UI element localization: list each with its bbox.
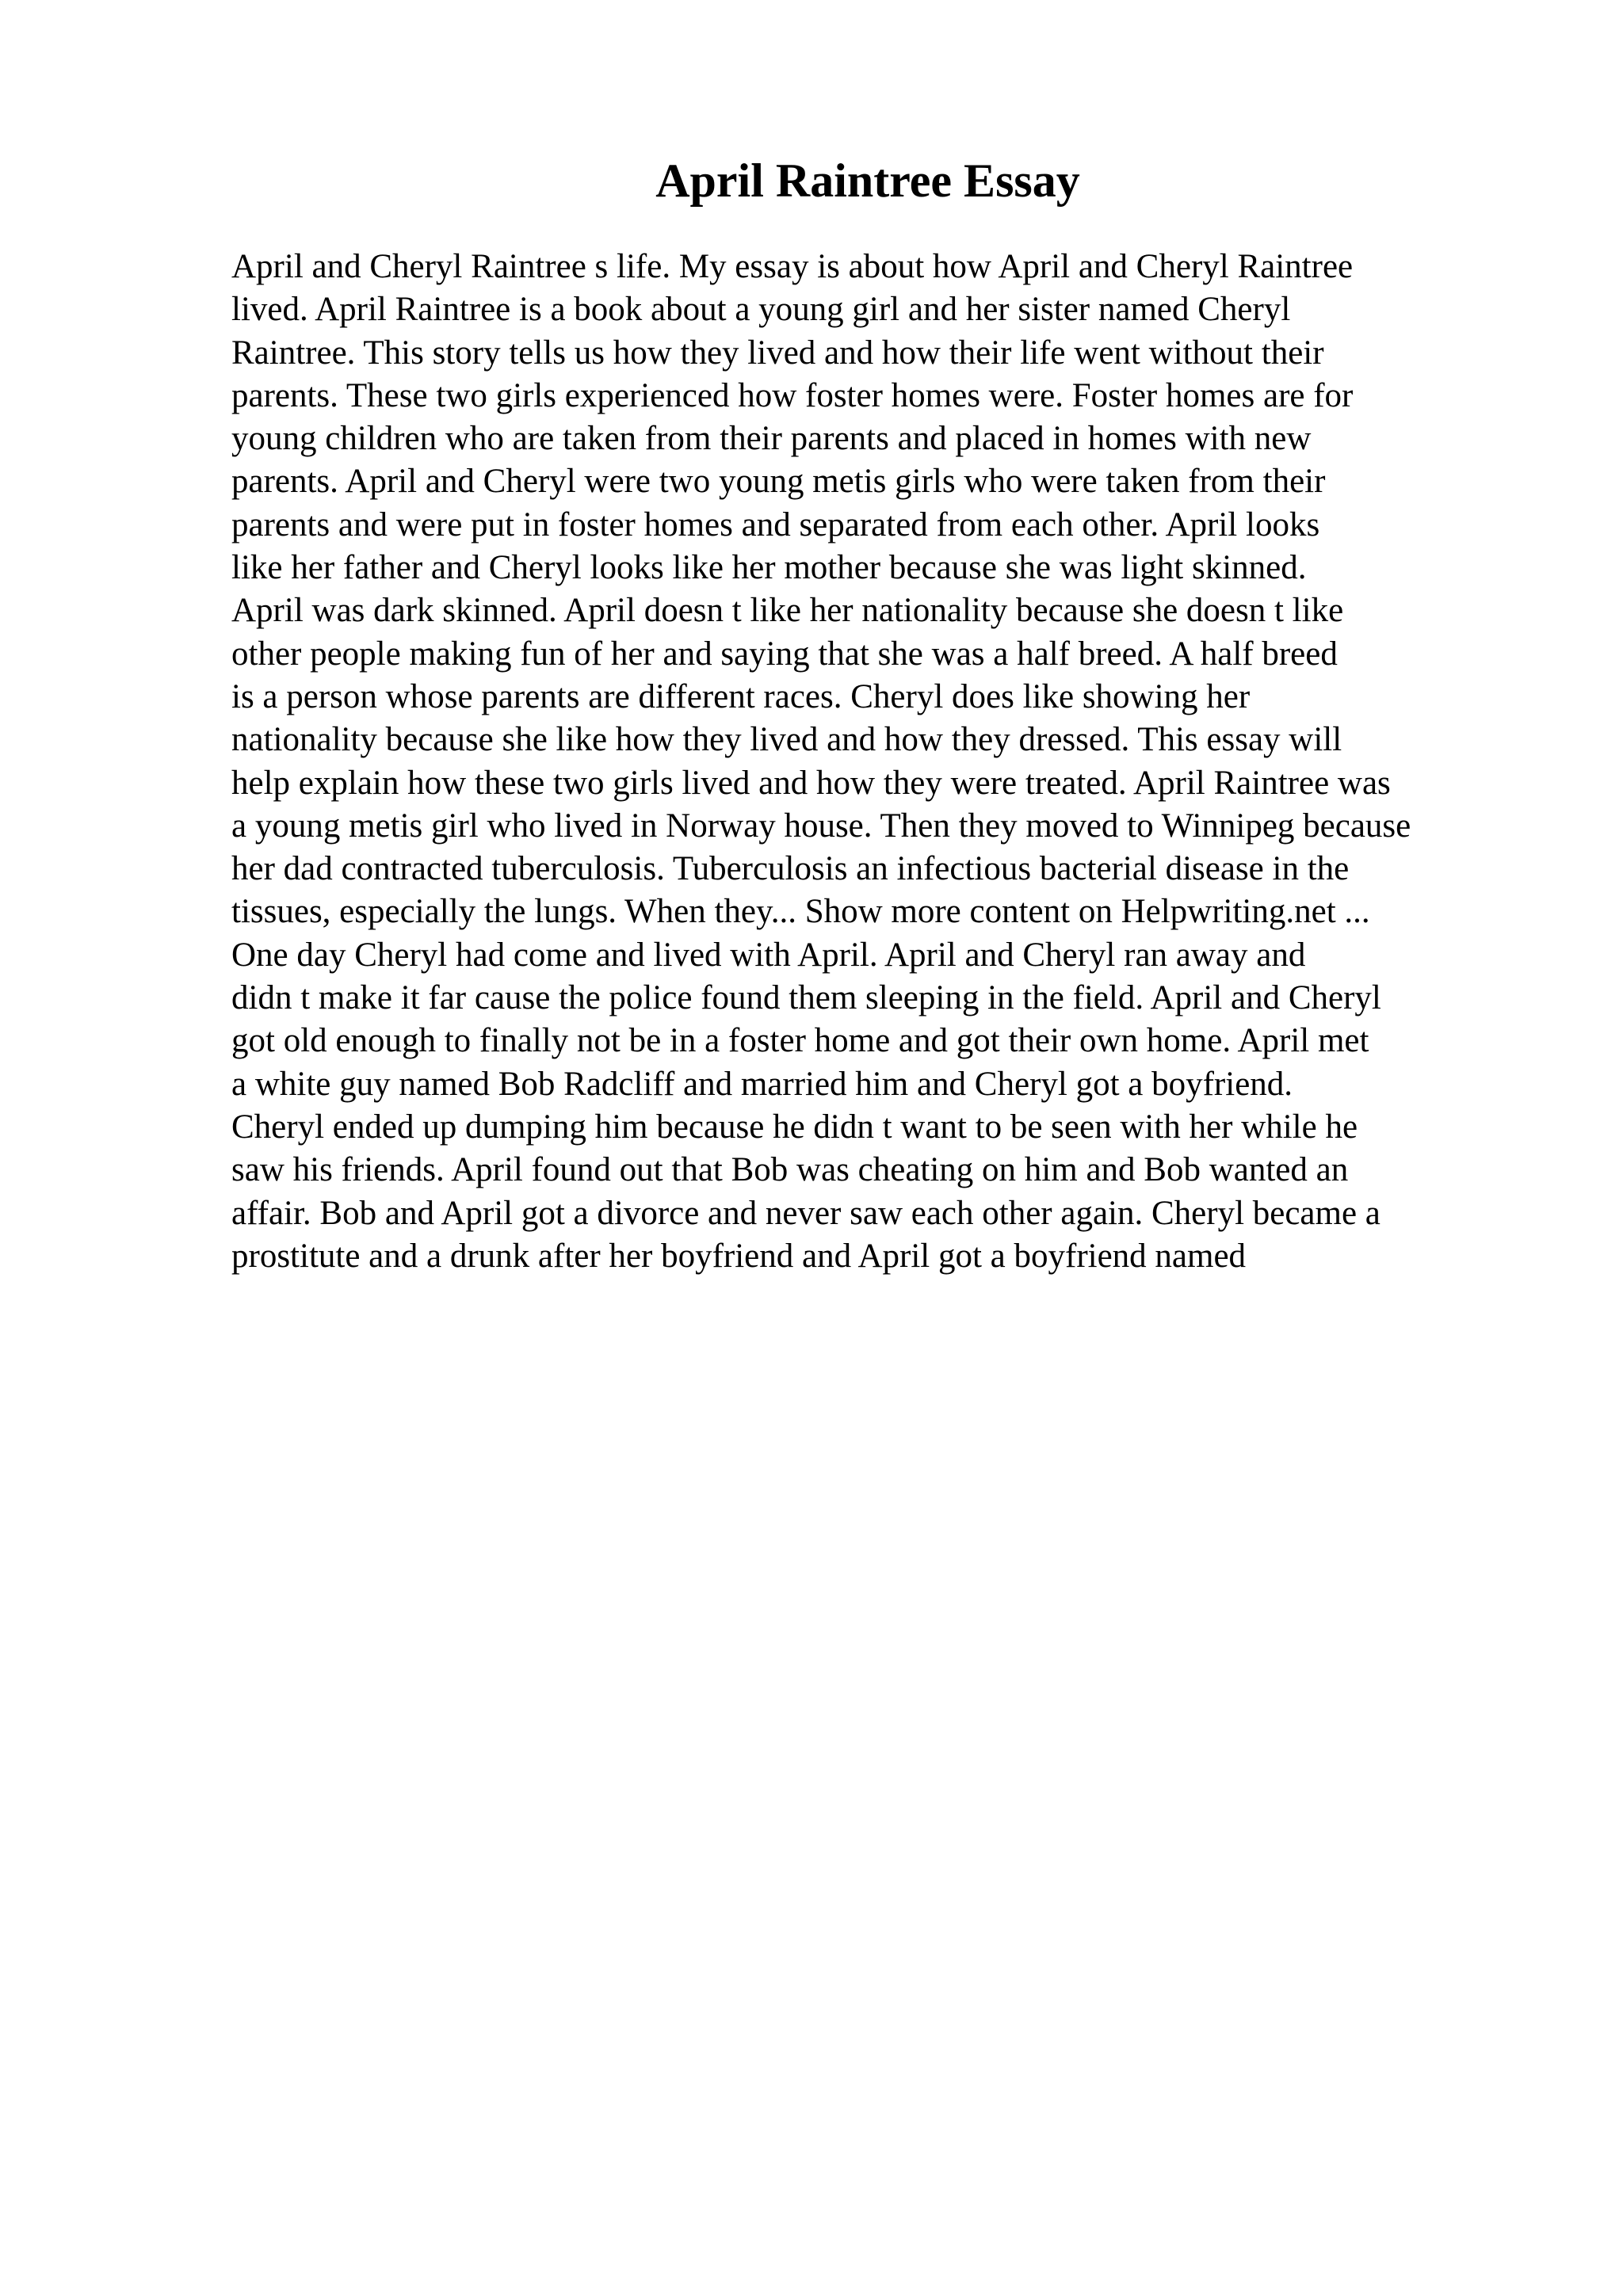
essay-line: like her father and Cheryl looks like her mother because she was light skinned. [231,549,1307,587]
essay-line: lived. April Raintree is a book about a young girl and her sister named Cheryl [231,291,1291,329]
essay-line: Cheryl ended up dumping him because he didn t want to be seen with her while he [231,1108,1358,1146]
essay-line: parents. April and Cheryl were two young metis girls who were taken from their [231,463,1326,501]
essay-line: parents. These two girls experienced how foster homes were. Foster homes are for [231,376,1354,414]
essay-line: April and Cheryl Raintree s life. My essay is about how April and Cheryl Raintree [231,248,1354,285]
essay-line: other people making fun of her and saying that she was a half breed. A half breed [231,635,1338,673]
essay-line: prostitute and a drunk after her boyfriend and April got a boyfriend named [231,1237,1247,1275]
essay-line: is a person whose parents are different races. Cheryl does like showing her [231,677,1251,715]
essay-line: April was dark skinned. April doesn t like her nationality because she doesn t like [231,592,1344,630]
essay-line: saw his friends. April found out that Bob was cheating on him and Bob wanted an [231,1151,1349,1189]
essay-line: tissues, especially the lungs. When they... Show more content on Helpwriting.net ... [231,893,1370,931]
essay-line: help explain how these two girls lived and how they were treated. April Raintree was [231,764,1391,802]
essay-line: parents and were put in foster homes and separated from each other. April looks [231,505,1320,543]
essay-line: affair. Bob and April got a divorce and never saw each other again. Cheryl became a [231,1194,1381,1232]
essay-line: a young metis girl who lived in Norway house. Then they moved to Winnipeg because [231,807,1411,845]
essay-line: didn t make it far cause the police found them sleeping in the field. April and Cheryl [231,979,1381,1017]
essay-line: nationality because she like how they lived and how they dressed. This essay will [231,721,1342,759]
essay-line: One day Cheryl had come and lived with April. April and Cheryl ran away and [231,936,1306,974]
essay-line: her dad contracted tuberculosis. Tuberculosis an infectious bacterial disease in the [231,850,1350,888]
essay-line: got old enough to finally not be in a foster home and got their own home. April met [231,1022,1369,1060]
essay-line: Raintree. This story tells us how they lived and how their life went without their [231,334,1324,372]
essay-line: a white guy named Bob Radcliff and married him and Cheryl got a boyfriend. [231,1065,1293,1103]
document-title: April Raintree Essay [655,154,1080,207]
essay-line: young children who are taken from their parents and placed in homes with new [231,420,1312,458]
essay-body [231,246,1594,1278]
